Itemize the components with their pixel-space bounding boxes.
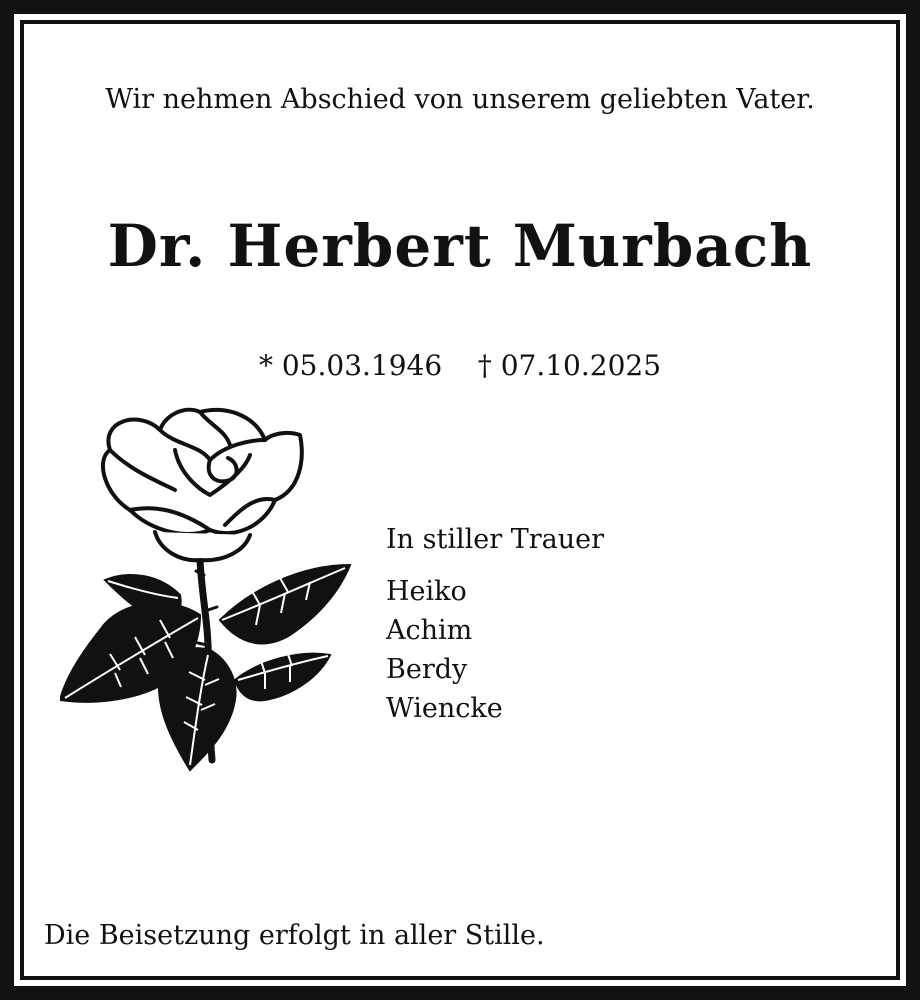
mourner-name: Berdy [386,654,468,685]
mourner-list [386,572,604,728]
mourner-name: Achim [386,615,473,646]
rose-icon [60,400,360,780]
mourning-heading: In stiller Trauer [386,524,605,555]
burial-note: Die Beisetzung erfolgt in aller Stille. [44,920,545,951]
death-date: † 07.10.2025 [477,349,662,382]
mourner-name: Wiencke [386,693,503,724]
deceased-name: Dr. Herbert Murbach [107,212,813,280]
intro-text: Wir nehmen Abschied von unserem geliebten Vater. [105,84,815,115]
mourners-block [386,520,604,728]
mourner-name: Heiko [386,576,467,607]
birth-date: * 05.03.1946 [258,349,443,382]
life-dates [0,345,920,387]
